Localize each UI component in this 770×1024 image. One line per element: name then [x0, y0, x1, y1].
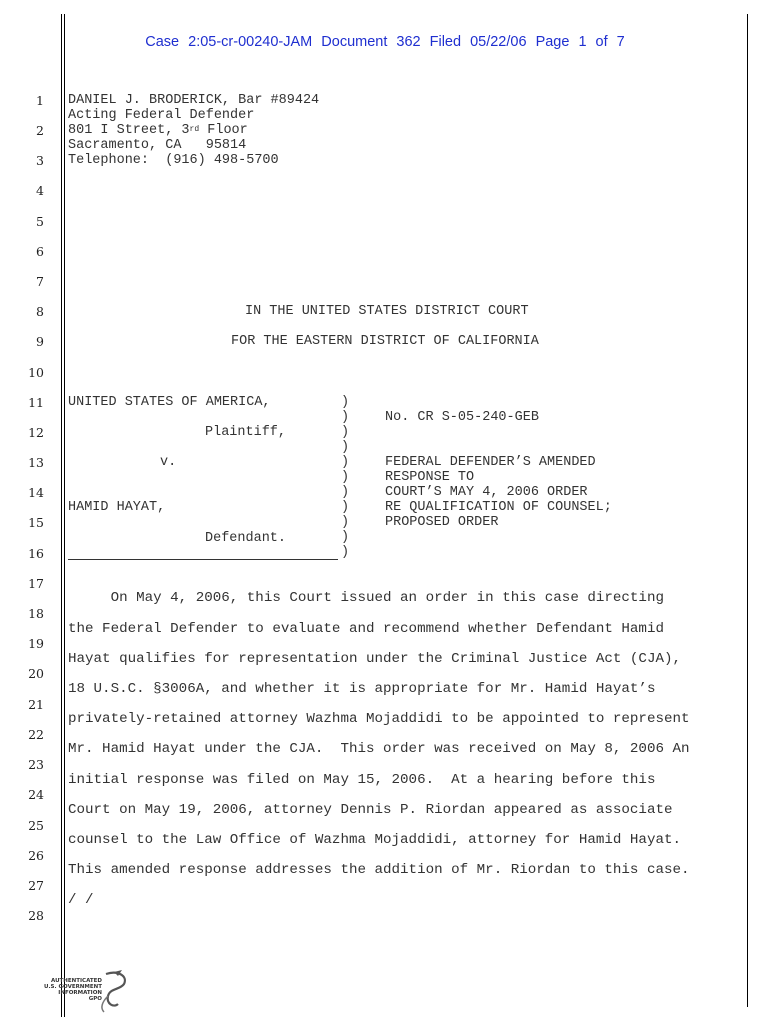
- body-line: privately-retained attorney Wazhma Mojaddidi to be appointed to represent: [68, 711, 690, 727]
- line-number: 7: [36, 274, 44, 289]
- body-line: Court on May 19, 2006, attorney Dennis P. Riordan appeared as associate: [68, 802, 673, 818]
- filing-header: [0, 34, 770, 50]
- line-number: 28: [28, 908, 44, 923]
- body-line: initial response was filed on May 15, 2006. At a hearing before this: [68, 772, 656, 788]
- line-number: 17: [28, 576, 44, 591]
- line-number: 20: [28, 666, 44, 681]
- case-number: No. CR S-05-240-GEB: [385, 410, 539, 425]
- line-number: 14: [28, 485, 44, 500]
- body-line: This amended response addresses the addition of Mr. Riordan to this case.: [68, 862, 690, 878]
- line-number: 19: [28, 636, 44, 651]
- caption-underline: [68, 559, 338, 560]
- line-number: 5: [36, 214, 44, 229]
- court-district: FOR THE EASTERN DISTRICT OF CALIFORNIA: [231, 334, 539, 349]
- document-title-line-5: PROPOSED ORDER: [385, 515, 499, 530]
- line-number: 13: [28, 455, 44, 470]
- document-title-line-4: RE QUALIFICATION OF COUNSEL;: [385, 500, 612, 515]
- document-title-line-1: FEDERAL DEFENDER’S AMENDED: [385, 455, 596, 470]
- case-number-header: Case 2:05-cr-00240-JAM: [145, 34, 313, 50]
- attorney-title: Acting Federal Defender: [68, 108, 255, 123]
- line-number: 1: [36, 93, 44, 108]
- body-line: 18 U.S.C. §3006A, and whether it is appropriate for Mr. Hamid Hayat’s: [68, 681, 656, 697]
- gpo-logo-text: AUTHENTICATED U.S. GOVERNMENT INFORMATION GPO: [44, 978, 102, 1002]
- line-number: 2: [36, 123, 44, 138]
- right-margin-rule: [747, 14, 748, 1007]
- filed-date-header: Filed 05/22/06: [429, 34, 527, 50]
- document-title-line-3: COURT’S MAY 4, 2006 ORDER: [385, 485, 588, 500]
- line-number: 18: [28, 606, 44, 621]
- plaintiff-name: UNITED STATES OF AMERICA,: [68, 395, 271, 410]
- line-number: 9: [36, 334, 44, 349]
- versus-label: v.: [160, 455, 177, 470]
- left-margin-rule-outer: [61, 14, 62, 1017]
- body-line: Mr. Hamid Hayat under the CJA. This order was received on May 8, 2006 An: [68, 741, 690, 757]
- line-number: 27: [28, 878, 44, 893]
- line-number: 4: [36, 183, 44, 198]
- left-margin-rule-inner: [64, 14, 65, 1017]
- line-number: 22: [28, 727, 44, 742]
- line-number: 12: [28, 425, 44, 440]
- line-number: 16: [28, 546, 44, 561]
- document-title-line-2: RESPONSE TO: [385, 470, 475, 485]
- document-number-header: Document 362: [321, 34, 421, 50]
- attorney-street: 801 I Street, 3rd Floor: [68, 123, 248, 138]
- attorney-telephone: Telephone: (916) 498-5700: [68, 153, 279, 168]
- line-number: 11: [28, 395, 44, 410]
- body-line: On May 4, 2006, this Court issued an order in this case directing: [68, 590, 664, 606]
- line-number: 23: [28, 757, 44, 772]
- line-number: 25: [28, 818, 44, 833]
- body-line: the Federal Defender to evaluate and recommend whether Defendant Hamid: [68, 621, 664, 637]
- line-number: 26: [28, 848, 44, 863]
- line-number: 10: [28, 365, 44, 380]
- line-number: 8: [36, 304, 44, 319]
- defendant-name: HAMID HAYAT,: [68, 500, 166, 515]
- body-line: counsel to the Law Office of Wazhma Mojaddidi, attorney for Hamid Hayat.: [68, 832, 681, 848]
- body-line: Hayat qualifies for representation under the Criminal Justice Act (CJA),: [68, 651, 681, 667]
- caption-parentheses: ) ) ) ) ) ) ) ) ) ) ): [341, 395, 350, 560]
- attorney-name: DANIEL J. BRODERICK, Bar #89424: [68, 93, 320, 108]
- line-number: 21: [28, 697, 44, 712]
- court-name: IN THE UNITED STATES DISTRICT COURT: [245, 304, 529, 319]
- body-line: / /: [68, 892, 94, 908]
- line-number: 3: [36, 153, 44, 168]
- page-indicator-header: Page 1 of 7: [535, 34, 625, 50]
- line-number: 15: [28, 515, 44, 530]
- line-number: 6: [36, 244, 44, 259]
- attorney-city: Sacramento, CA 95814: [68, 138, 247, 153]
- defendant-label: Defendant.: [205, 531, 287, 546]
- plaintiff-label: Plaintiff,: [205, 425, 287, 440]
- gpo-authentication-logo: [44, 968, 134, 1016]
- line-number: 24: [28, 787, 44, 802]
